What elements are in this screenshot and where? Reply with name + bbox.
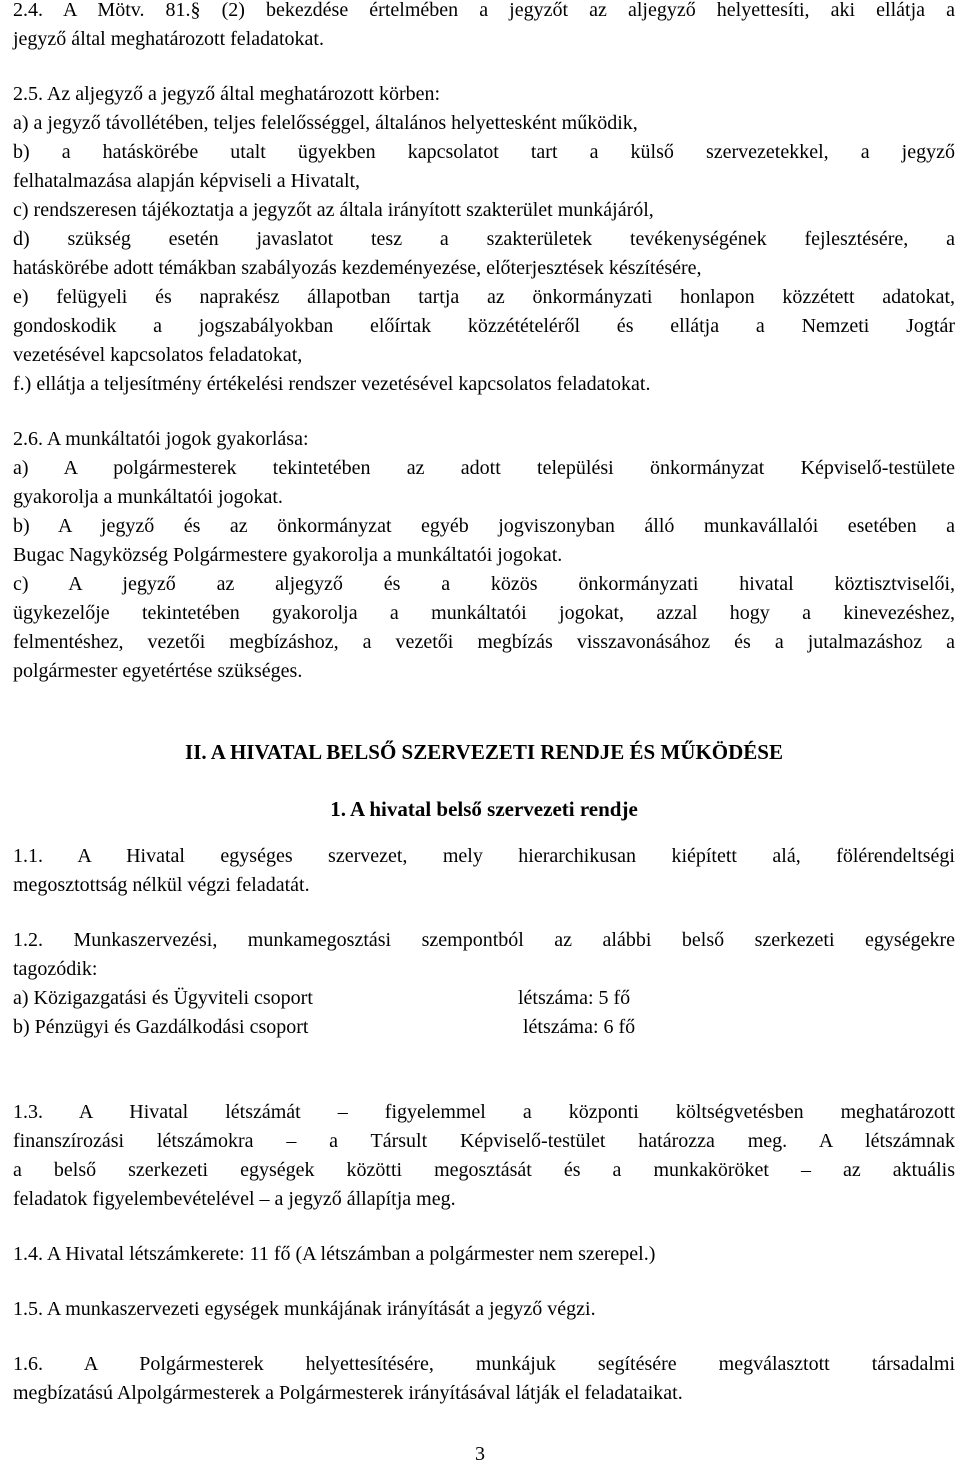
text-line: 1.4. A Hivatal létszámkerete: 11 fő (A létszámban a polgármester nem szerepel.)	[13, 1243, 656, 1265]
unit-staff: létszáma: 5 fő	[518, 987, 631, 1009]
text-line: c) rendszeresen tájékoztatja a jegyzőt az általa irányított szakterület munkájáról,	[13, 199, 654, 221]
text-line: 1.6. A Polgármesterek helyettesítésére, munkájuk segítésére megválasztott társadalmi	[13, 1353, 955, 1375]
text-line: 2.4. A Mötv. 81.§ (2) bekezdése értelmében a jegyzőt az aljegyző helyettesíti, aki ellátja a	[13, 0, 955, 21]
unit-name: b) Pénzügyi és Gazdálkodási csoport	[13, 1016, 309, 1038]
text-line: vezetésével kapcsolatos feladatokat,	[13, 344, 303, 366]
document-page	[13, 0, 955, 1408]
text-line: megosztottság nélkül végzi feladatát.	[13, 874, 310, 896]
text-line: felhatalmazása alapján képviseli a Hivatalt,	[13, 170, 361, 192]
text-line: polgármester egyetértése szükséges.	[13, 660, 303, 682]
paragraph-2-4	[13, 0, 955, 54]
text-line: f.) ellátja a teljesítmény értékelési rendszer vezetésével kapcsolatos feladatokat.	[13, 373, 651, 395]
text-line: feladatok figyelembevételével – a jegyző állapítja meg.	[13, 1188, 456, 1210]
text-line: jegyző által meghatározott feladatokat.	[13, 28, 324, 50]
text-line: 2.5. Az aljegyző a jegyző által meghatározott körben:	[13, 83, 441, 105]
text-line: 1.1. A Hivatal egységes szervezet, mely hierarchikusan kiépített alá, fölérendeltségi	[13, 845, 955, 867]
text-line: 1.5. A munkaszervezeti egységek munkájának irányítását a jegyző végzi.	[13, 1298, 596, 1320]
text-line: a belső szerkezeti egységek közötti megosztását és a munkaköröket – az aktuális	[13, 1159, 955, 1181]
paragraph-1-1	[13, 842, 955, 900]
paragraph-1-6	[13, 1350, 955, 1408]
text-line: megbízatású Alpolgármesterek a Polgármesterek irányításával látják el feladataikat.	[13, 1382, 683, 1404]
text-line: ügykezelője tekintetében gyakorolja a munkáltatói jogokat, azzal hogy a kinevezéshez,	[13, 602, 955, 624]
text-line: 1.2. Munkaszervezési, munkamegosztási szempontból az alábbi belső szerkezeti egységekre	[13, 929, 955, 951]
paragraph-1-4	[13, 1240, 955, 1269]
text-line: hatáskörébe adott témákban szabályozás kezdeményezése, előterjesztések készítésére,	[13, 257, 702, 279]
paragraph-2-6	[13, 425, 955, 686]
text-line: gyakorolja a munkáltatói jogokat.	[13, 486, 283, 508]
text-line: b) a hatáskörébe utalt ügyekben kapcsolatot tart a külső szervezetekkel, a jegyző	[13, 141, 955, 163]
text-line: tagozódik:	[13, 958, 98, 980]
text-line: a) a jegyző távollétében, teljes felelősséggel, általános helyettesként működik,	[13, 112, 638, 134]
unit-row	[13, 1013, 955, 1042]
text-line: d) szükség esetén javaslatot tesz a szakterületek tevékenységének fejlesztésére, a	[13, 228, 955, 250]
text-line: finanszírozási létszámokra – a Társult Képviselő-testület határozza meg. A létszámnak	[13, 1130, 955, 1152]
text-line: e) felügyeli és naprakész állapotban tartja az önkormányzati honlapon közzétett adatokat,	[13, 286, 955, 308]
text-line: 2.6. A munkáltatói jogok gyakorlása:	[13, 428, 309, 450]
unit-staff: létszáma: 6 fő	[518, 1016, 636, 1038]
paragraph-1-3	[13, 1098, 955, 1214]
paragraph-1-2	[13, 926, 955, 1042]
section-title: 1. A hivatal belső szervezeti rendje	[330, 797, 638, 821]
paragraph-2-5	[13, 80, 955, 399]
unit-name: a) Közigazgatási és Ügyviteli csoport	[13, 987, 313, 1009]
text-line: c) A jegyző az aljegyző és a közös önkormányzati hivatal köztisztviselői,	[13, 573, 955, 595]
text-line: gondoskodik a jogszabályokban előírtak közzétételéről és ellátja a Nemzeti Jogtár	[13, 315, 955, 337]
page-number: 3	[475, 1443, 485, 1465]
text-line: Bugac Nagyközség Polgármestere gyakorolja a munkáltatói jogokat.	[13, 544, 563, 566]
paragraph-1-5	[13, 1295, 955, 1324]
chapter-title: II. A HIVATAL BELSŐ SZERVEZETI RENDJE ÉS MŰKÖDÉSE	[185, 740, 783, 764]
text-line: felmentéshez, vezetői megbízáshoz, a vezetői megbízás visszavonásához és a jutalmazáshoz a	[13, 631, 955, 653]
text-line: b) A jegyző és az önkormányzat egyéb jogviszonyban álló munkavállalói esetében a	[13, 515, 955, 537]
unit-row	[13, 984, 955, 1013]
text-line: 1.3. A Hivatal létszámát – figyelemmel a központi költségvetésben meghatározott	[13, 1101, 955, 1123]
text-line: a) A polgármesterek tekintetében az adott települési önkormányzat Képviselő-testülete	[13, 457, 955, 479]
